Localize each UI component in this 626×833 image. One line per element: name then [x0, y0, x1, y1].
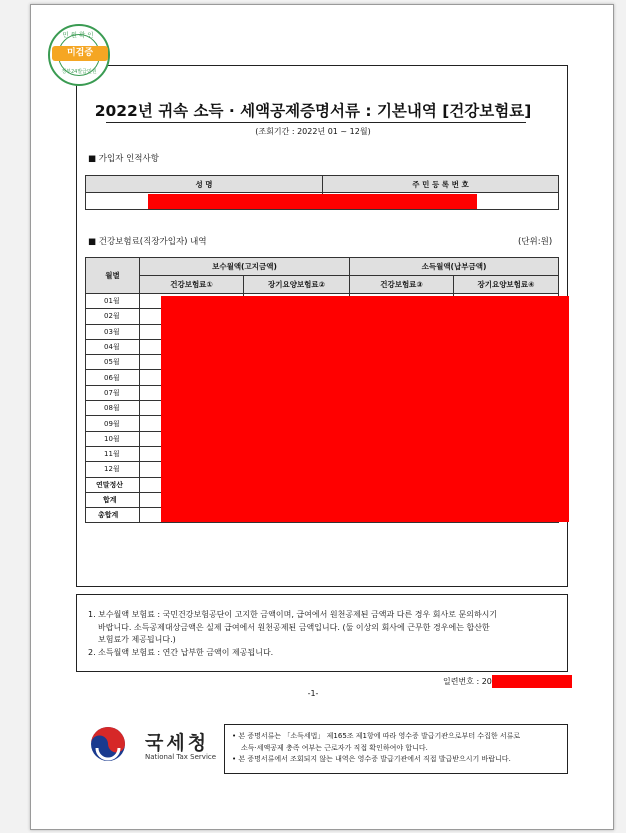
sub-header-4: 장기요양보험료④ — [454, 276, 559, 294]
serial-number-label: 일련번호 : 20 — [443, 677, 492, 686]
sub-header-3: 건강보험료③ — [350, 276, 454, 294]
note-line-2: 바랍니다. 소득공제대상금액은 실제 급여에서 원천공제된 금액입니다. (둘 이상의 회사에 근무한 경우에는 합산한 — [98, 622, 490, 632]
note-line-1: 1. 보수월액 보험료 : 국민건강보험공단이 고지한 금액이며, 급여에서 원천공제된 금액과 다른 경우 회사로 문의하시기 — [88, 610, 498, 619]
section-insurance-label: ■ 건강보험료(직장가입자) 내역 — [88, 237, 207, 247]
nts-emblem-icon — [90, 726, 126, 762]
sub-header-2: 장기요양보험료② — [244, 276, 350, 294]
stamp-center-text: 미검증 — [52, 46, 108, 61]
footer-notice-box — [224, 724, 568, 774]
stamp-bottom-text: 정부24발급민원 — [61, 69, 97, 75]
redacted-serial-number — [492, 675, 572, 688]
name-header: 성 명 — [86, 176, 323, 193]
query-period: (조회기간 : 2022년 01 ~ 12월) — [255, 127, 371, 136]
resident-number-header: 주 민 등 록 번 호 — [323, 176, 559, 193]
month-cell: 05월 — [86, 355, 140, 370]
section-personal-info-label: ■ 가입자 인적사항 — [88, 154, 159, 164]
month-cell: 03월 — [86, 324, 140, 339]
verification-stamp — [48, 24, 110, 86]
agency-english-name: National Tax Service — [145, 753, 217, 761]
grand-total-cell: 총합계 — [86, 508, 140, 523]
group-header-salary: 보수월액(고지금액) — [140, 258, 350, 276]
month-cell: 08월 — [86, 401, 140, 416]
month-cell: 01월 — [86, 294, 140, 309]
unit-label: (단위:원) — [518, 237, 553, 247]
redacted-personal-info — [148, 194, 477, 209]
month-cell: 02월 — [86, 309, 140, 324]
redacted-insurance-values — [161, 296, 569, 522]
month-header: 월별 — [86, 258, 140, 294]
footer-line-2: 소득·세액공제 충족 여부는 근로자가 직접 확인하여야 합니다. — [241, 743, 428, 752]
month-cell: 10월 — [86, 431, 140, 446]
month-cell: 09월 — [86, 416, 140, 431]
sub-header-1: 건강보험료① — [140, 276, 244, 294]
note-line-3: 보험료가 제공됩니다.) — [98, 635, 176, 644]
stamp-top-text: 민원확인 — [62, 31, 96, 39]
month-cell: 06월 — [86, 370, 140, 385]
month-cell: 04월 — [86, 339, 140, 354]
footer-line-1: • 본 증명서류는 「소득세법」 제165조 제1항에 따라 영수증 발급기관으로부터 수집한 서류로 — [232, 732, 521, 740]
footer-line-3: • 본 증명서류에서 조회되지 않는 내역은 영수증 발급기관에서 직접 발급받으시기 바랍니다. — [232, 755, 511, 763]
title-underline — [106, 122, 526, 123]
subtotal-cell: 합계 — [86, 492, 140, 507]
month-cell: 12월 — [86, 462, 140, 477]
document-title: 2022년 귀속 소득 · 세액공제증명서류 : 기본내역 [건강보험료] — [94, 102, 532, 120]
group-header-income: 소득월액(납부금액) — [350, 258, 559, 276]
month-cell: 11월 — [86, 446, 140, 461]
page-number: -1- — [307, 689, 319, 698]
note-line-4: 2. 소득월액 보험료 : 연간 납부한 금액이 제공됩니다. — [88, 647, 274, 657]
year-end-settlement-cell: 연말정산 — [86, 477, 140, 492]
month-cell: 07월 — [86, 385, 140, 400]
notes-box — [76, 594, 568, 672]
agency-name: 국세청 — [145, 732, 210, 754]
